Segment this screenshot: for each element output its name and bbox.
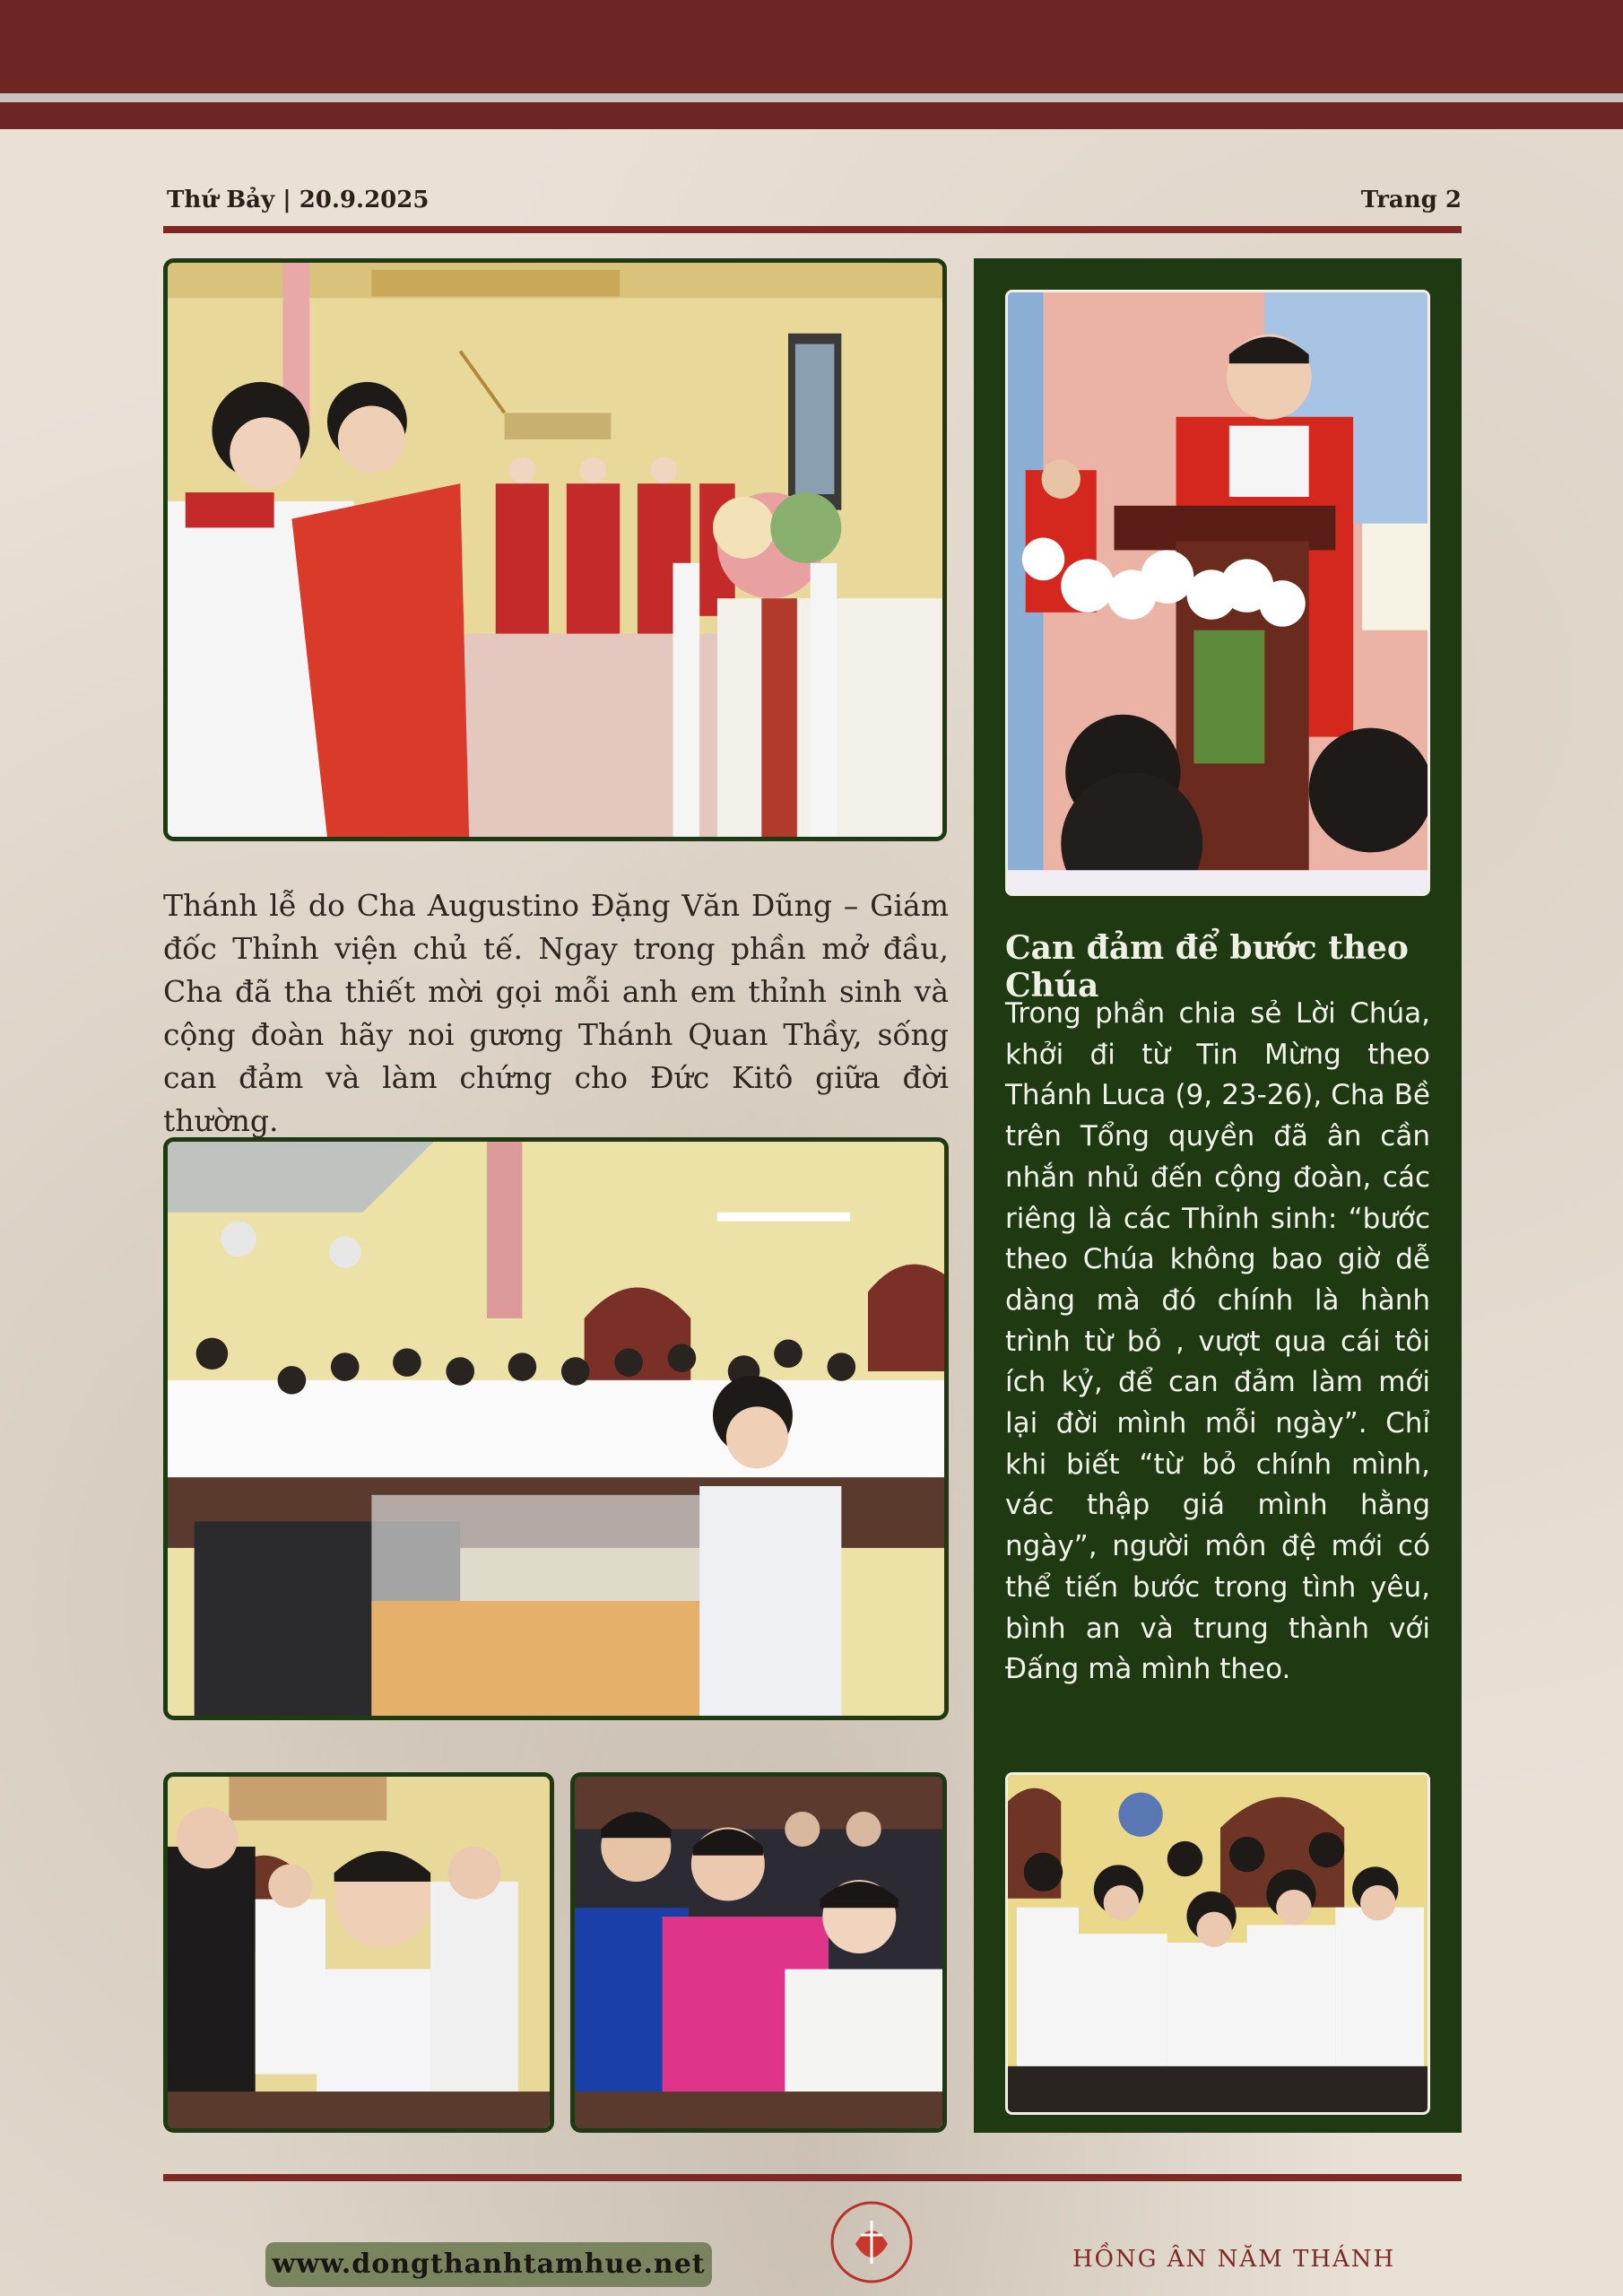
photo-incensing	[163, 258, 947, 841]
page-number: Trang 2	[1360, 187, 1462, 213]
sidebar-text: Trong phần chia sẻ Lời Chúa, khởi đi từ Tin Mừng theo Thánh Luca (9, 23-26), Cha Bề trên Tổng quyền đã ân cần nhắn nhủ đến cộng đoàn, các riêng là các Thỉnh sinh: “bước theo Chúa không bao giờ dễ dàng mà đó chính là hành trình từ bỏ , vượt qua cái tôi ích kỷ, để can đảm làm mới lại đời mình mỗi ngày”. Chỉ khi biết “từ bỏ chính mình, vác thập giá mình hằng ngày”, người môn đệ mới có thể tiến bước trong tình yêu, bình an và trung thành với Đấng mà mình theo.	[1005, 997, 1430, 1686]
photo-preaching	[1005, 290, 1430, 896]
photo-altar-boys	[163, 1772, 554, 2133]
community-logo	[829, 2199, 915, 2285]
photo-women-praying	[570, 1772, 947, 2133]
website-url[interactable]: www.dongthanhtamhue.net	[265, 2242, 712, 2287]
sidebar-heading: Can đảm để bước theo Chúa	[1005, 929, 1409, 1004]
photo-singers	[1005, 1772, 1430, 2115]
top-divider-line	[0, 93, 1623, 102]
header-rule	[163, 226, 1462, 233]
photo-choir	[163, 1137, 949, 1720]
top-banner-lower	[0, 102, 1623, 129]
main-paragraph: Thánh lễ do Cha Augustino Đặng Văn Dũng – Giám đốc Thỉnh viện chủ tế. Ngay trong phần mở đầu, Cha đã tha thiết mời gọi mỗi anh em thỉnh sinh và cộng đoàn hãy noi gương Thánh Quan Thầy, sống can đảm và làm chứng cho Đức Kitô giữa đời thường.	[163, 888, 949, 1138]
footer-rule	[163, 2174, 1462, 2181]
issue-date: Thứ Bảy | 20.9.2025	[167, 187, 430, 213]
top-banner	[0, 0, 1623, 93]
footer-slogan: HỒNG ÂN NĂM THÁNH	[1072, 2246, 1396, 2273]
